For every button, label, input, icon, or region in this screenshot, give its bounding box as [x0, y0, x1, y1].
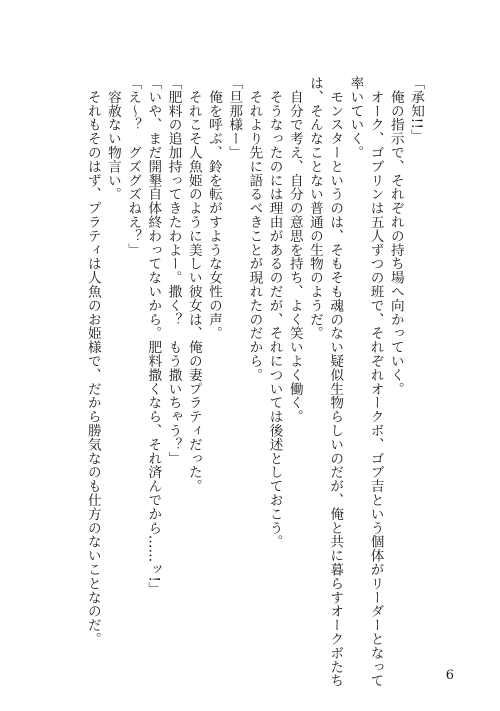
- text-line: 「肥料の追加持ってきたわよー。撒く？ もう撒いちゃう？」: [165, 76, 182, 466]
- text-line: 俺の指示で、それぞれの持ち場へ向かっていく。: [387, 76, 404, 396]
- text-line: 「え～？ グズグズねえ？」: [125, 76, 142, 257]
- text-line: 俺を呼ぶ、鈴を転がすような女性の声。: [205, 76, 222, 341]
- text-line: 「承知!!」: [408, 76, 424, 144]
- vertical-text-body: [83, 76, 426, 688]
- text-line: 率いていく。: [347, 76, 364, 160]
- page-number: 6: [445, 668, 454, 683]
- text-line: は、そんなことない普通の生物のようだ。: [306, 76, 323, 341]
- text-line: そうなったのには理由があるのだが、それについては後述としておこう。: [266, 76, 283, 549]
- text-line: オーク、ゴブリンは五人ずつの班で、それぞれオークボ、ゴブ吉という個体がリーダーとなって: [367, 76, 384, 688]
- text-line: 自分で考え、自分の意思を持ち、よく笑いよく働く。: [286, 76, 303, 424]
- text-line: それもそのはず、プラティは人魚のお姫様で、だから勝気なのも仕方のないことなのだ。: [84, 76, 101, 646]
- text-line: モンスターというのは、そもそも魂のない疑似生物らしいのだが、俺と共に暮らすオークボたち: [327, 76, 344, 688]
- text-line: 容赦ない物言い。: [104, 76, 121, 202]
- text-line: 「いや、まだ開墾自体終わってないから。肥料撒くなら、それ済んでから……ッ!」: [145, 76, 162, 597]
- text-line: それより先に語るべきことが現れたのだから。: [246, 76, 263, 382]
- text-line: 「旦那様ー」: [226, 76, 243, 160]
- text-line: それこそ人魚姫のように美しい彼女は、俺の妻プラティだった。: [185, 76, 202, 493]
